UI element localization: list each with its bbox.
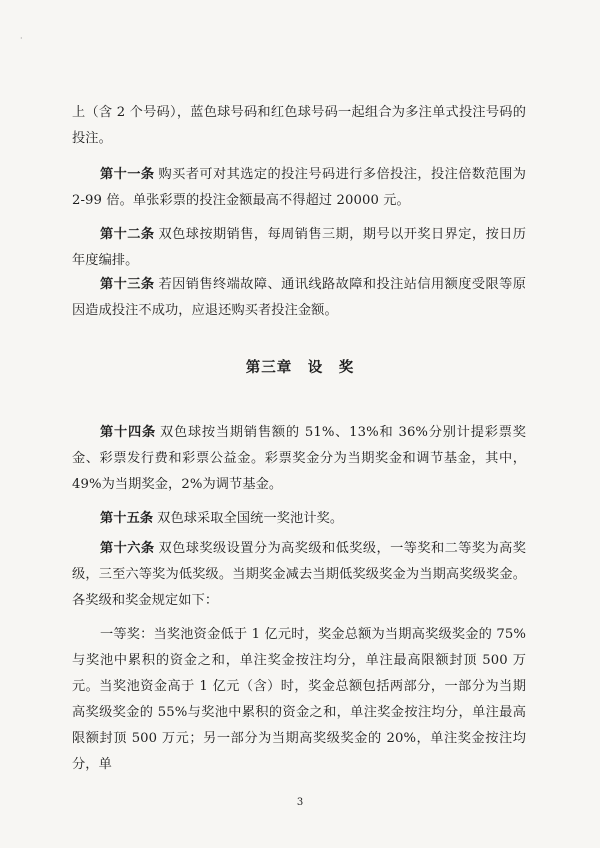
- article-label: 第十五条: [100, 511, 154, 526]
- article-text: 购买者可对其选定的投注号码进行多倍投注，投注倍数范围为 2-99 倍。单张彩票的投注金额最高不得超过 20000 元。: [72, 167, 526, 208]
- article-text: 双色球奖级设置分为高奖级和低奖级，一等奖和二等奖为高奖级，三至六等奖为低奖级。当期奖金减去当期低奖级奖金为当期高奖级奖金。各奖级和奖金规定如下：: [72, 541, 526, 608]
- article-16: [72, 536, 526, 614]
- article-label: 第十一条: [100, 167, 155, 182]
- article-text: 双色球采取全国统一奖池计奖。: [157, 511, 344, 526]
- paragraph-text: 上（含 2 个号码），蓝色球号码和红色球号码一起组合为多注单式投注号码的投注。: [72, 105, 526, 146]
- article-12: [72, 222, 526, 274]
- article-label: 第十四条: [100, 425, 156, 440]
- article-text: 双色球按当期销售额的 51%、13%和 36%分别计提彩票奖金、彩票发行费和彩票公益金。彩票奖金分为当期奖金和调节基金，其中，49%为当期奖金，2%为调节基金。: [72, 425, 526, 492]
- paragraph-continued: [72, 100, 526, 152]
- article-14: [72, 420, 526, 498]
- article-text: 若因销售终端故障、通讯线路故障和投注站信用额度受限等原因造成投注不成功，应退还购买者投注金额。: [72, 277, 526, 318]
- chapter-title: 第三章 设 奖: [245, 359, 355, 376]
- page-number: 3: [296, 797, 304, 808]
- article-15: [72, 506, 526, 532]
- first-prize-paragraph: [72, 622, 526, 778]
- article-label: 第十二条: [100, 227, 155, 242]
- article-label: 第十六条: [100, 541, 155, 556]
- paragraph-text: 一等奖：当奖池资金低于 1 亿元时，奖金总额为当期高奖级奖金的 75%与奖池中累积的资金之和，单注奖金按注均分，单注最高限额封顶 500 万元。当奖池资金高于 1 亿元（含）时，奖金总额包括两部分，一部分为当期高奖级奖金的 55%与奖池中累积的资金之和，单注奖金按注均分，单注最高限额封顶 500 万元；另一部分为当期高奖级奖金的 20%，单注奖金按注均分，单: [72, 627, 526, 772]
- article-text: 双色球按期销售，每周销售三期，期号以开奖日界定，按日历年度编排。: [72, 227, 526, 268]
- scan-mark: ·: [20, 34, 23, 43]
- article-11: [72, 162, 526, 214]
- article-label: 第十三条: [100, 277, 155, 292]
- article-13: [72, 272, 526, 324]
